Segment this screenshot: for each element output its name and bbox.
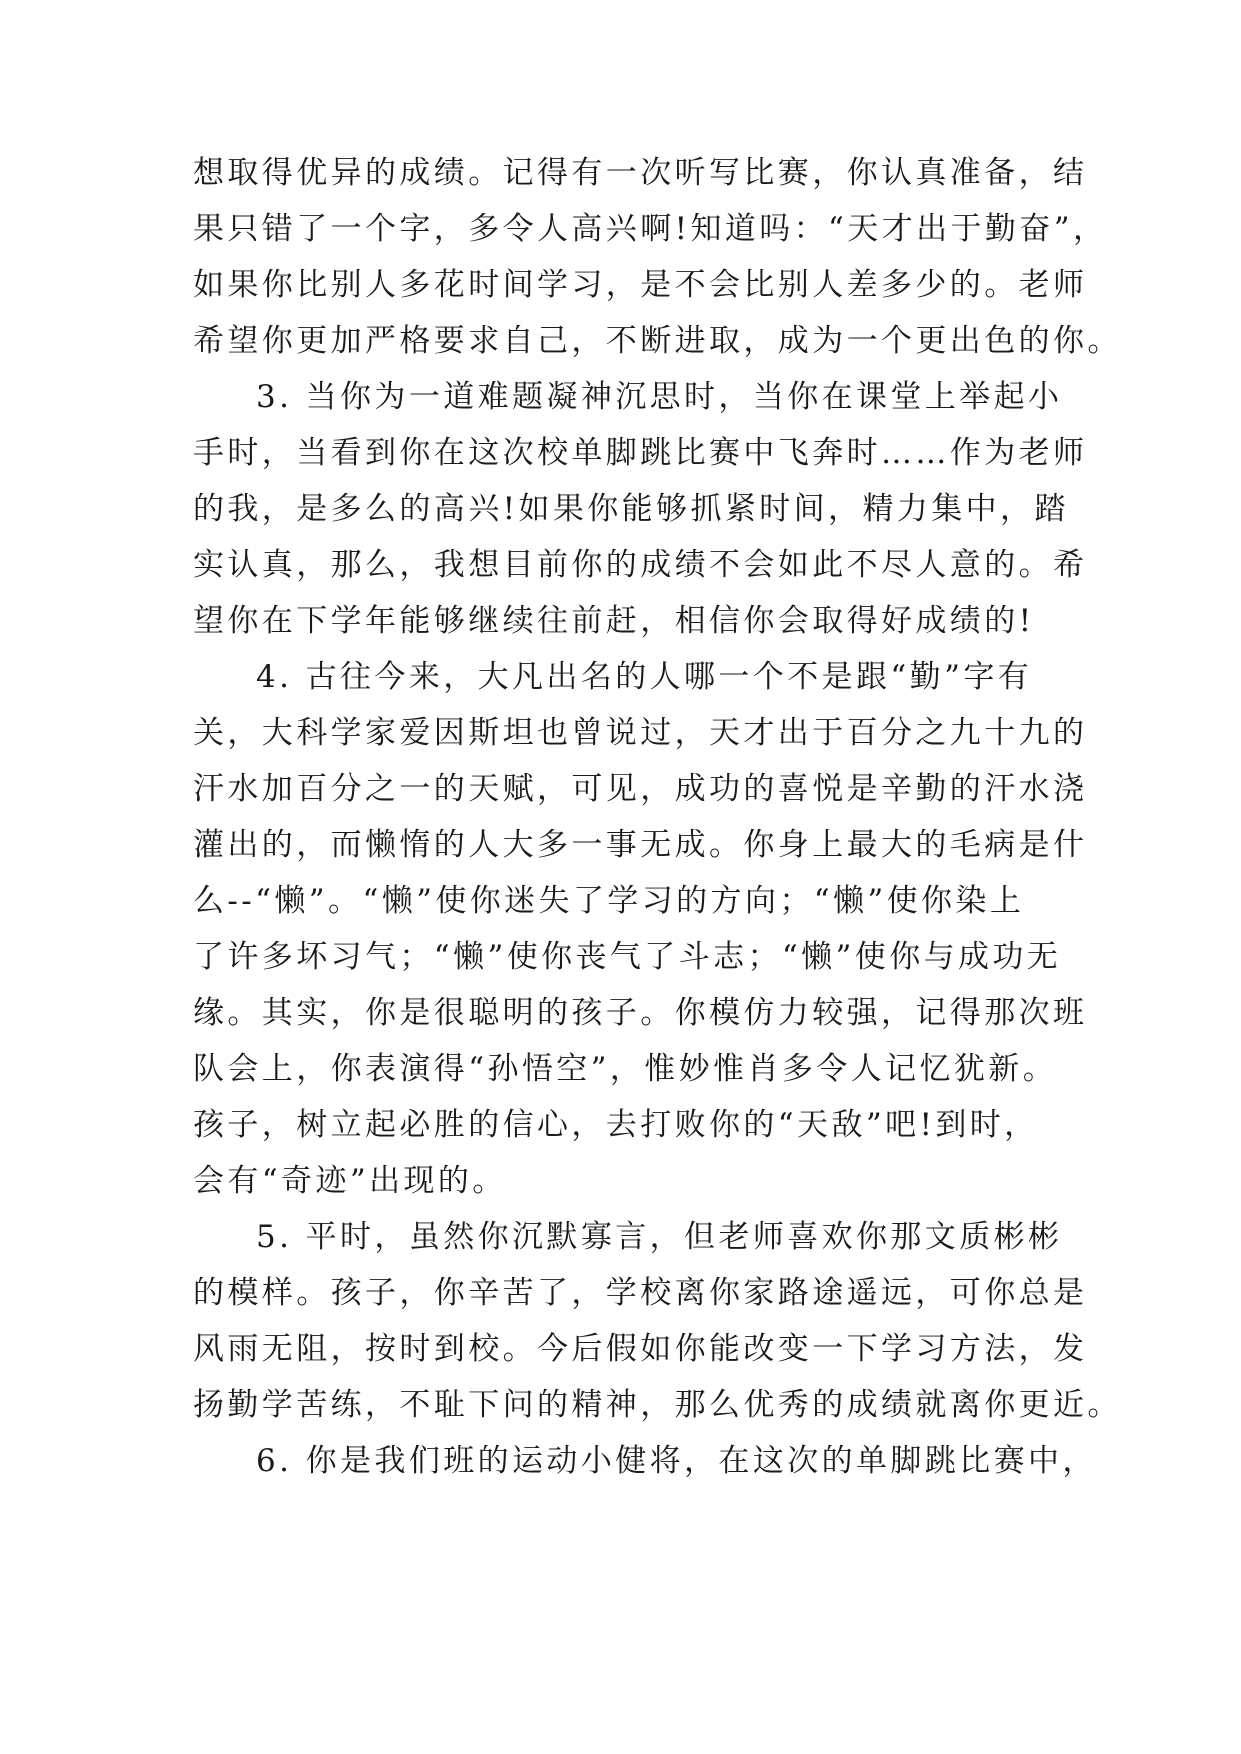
text-line: 望你在下学年能够继续往前赶，相信你会取得好成绩的! [193, 603, 1035, 639]
text-line: 实认真，那么，我想目前你的成绩不会如此不尽人意的。希 [193, 547, 1088, 583]
text-line: 会有“奇迹”出现的。 [193, 1163, 507, 1199]
text-line: 缘。其实，你是很聪明的孩子。你模仿力较强，记得那次班 [193, 995, 1088, 1031]
text-line: 灌出的，而懒惰的人大多一事无成。你身上最大的毛病是什 [193, 827, 1088, 863]
text-line: 风雨无阻，按时到校。今后假如你能改变一下学习方法，发 [193, 1331, 1088, 1367]
text-line: 孩子，树立起必胜的信心，去打败你的“天敌”吧!到时， [193, 1107, 1039, 1143]
text-line: 手时，当看到你在这次校单脚跳比赛中飞奔时……作为老师 [193, 435, 1088, 471]
text-line: 队会上，你表演得“孙悟空”，惟妙惟肖多令人记忆犹新。 [193, 1051, 1058, 1087]
text-line: 了许多坏习气；“懒”使你丧气了斗志；“懒”使你与成功无 [193, 939, 1062, 975]
paragraph-3-start: 3. 当你为一道难题凝神沉思时，当你在课堂上举起小 [256, 379, 1063, 415]
text-line: 希望你更加严格要求自己，不断进取，成为一个更出色的你。 [193, 323, 1122, 359]
text-line: 扬勤学苦练，不耻下问的精神，那么优秀的成绩就离你更近。 [193, 1387, 1122, 1423]
text-line: 想取得优异的成绩。记得有一次听写比赛，你认真准备，结 [193, 155, 1088, 191]
paragraph-6-start: 6. 你是我们班的运动小健将，在这次的单脚跳比赛中， [256, 1443, 1097, 1479]
text-line: 么--“懒”。“懒”使你迷失了学习的方向；“懒”使你染上 [193, 883, 1025, 919]
text-line: 的模样。孩子，你辛苦了，学校离你家路途遥远，可你总是 [193, 1275, 1088, 1311]
text-line: 汗水加百分之一的天赋，可见，成功的喜悦是辛勤的汗水浇 [193, 771, 1088, 807]
text-line: 关，大科学家爱因斯坦也曾说过，天才出于百分之九十九的 [193, 715, 1088, 751]
text-line: 果只错了一个字，多令人高兴啊!知道吗：“天才出于勤奋”， [193, 211, 1108, 247]
text-line: 的我，是多么的高兴!如果你能够抓紧时间，精力集中，踏 [193, 491, 1069, 527]
text-line: 如果你比别人多花时间学习，是不会比别人差多少的。老师 [193, 267, 1088, 303]
paragraph-5-start: 5. 平时，虽然你沉默寡言，但老师喜欢你那文质彬彬 [256, 1219, 1063, 1255]
paragraph-4-start: 4. 古往今来，大凡出名的人哪一个不是跟“勤”字有 [256, 659, 1033, 695]
